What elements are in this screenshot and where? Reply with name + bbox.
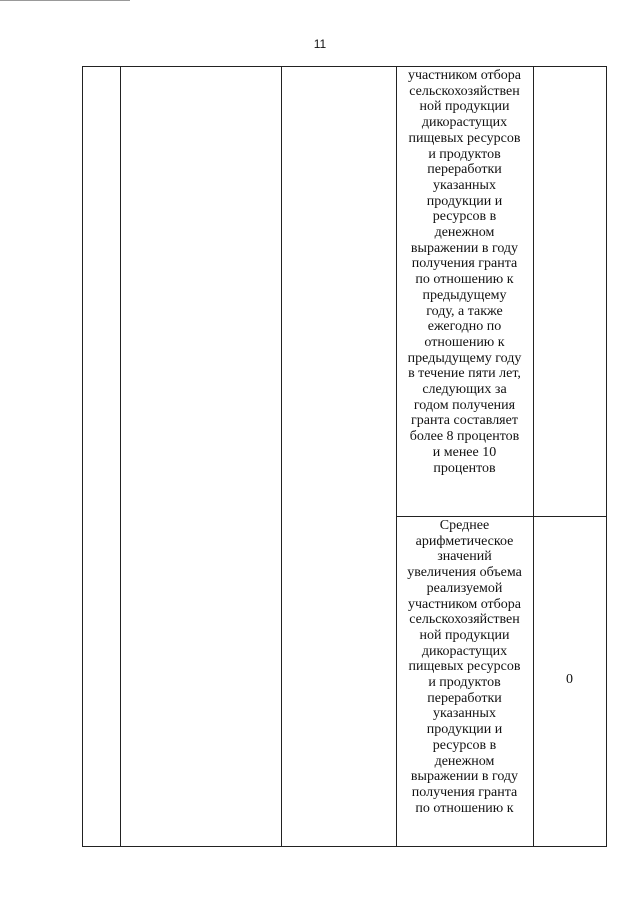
table-cell-criterion-row2 bbox=[396, 518, 533, 816]
criterion-text-line: Среднее bbox=[439, 518, 490, 533]
criterion-text-line: реализуемой bbox=[426, 580, 503, 596]
criterion-text-line: и продуктов bbox=[428, 146, 501, 162]
criterion-text-line: ресурсов в bbox=[432, 209, 497, 225]
criterion-text-line: году, а также bbox=[426, 303, 503, 319]
criterion-text-line: годом получения bbox=[413, 397, 516, 413]
criterion-text-line: предыдущему году bbox=[407, 350, 522, 366]
criterion-text-line: ной продукции bbox=[419, 627, 510, 643]
criterion-text-line: пищевых ресурсов bbox=[408, 659, 521, 675]
table-column-divider bbox=[533, 66, 534, 847]
criterion-text-line: процентов bbox=[433, 460, 496, 476]
criterion-text-line: денежном bbox=[434, 225, 495, 241]
criterion-text-line: значений bbox=[437, 549, 492, 565]
criterion-text-line: получения гранта bbox=[411, 784, 518, 800]
criterion-text-line: ной продукции bbox=[419, 99, 510, 115]
criterion-text-line: отношению к bbox=[424, 334, 505, 350]
table-row-divider bbox=[396, 516, 607, 517]
criterion-text-line: по отношению к bbox=[415, 800, 514, 816]
criterion-text-line: ресурсов в bbox=[432, 737, 497, 753]
table-left-border bbox=[82, 66, 83, 847]
criterion-text-line: и продуктов bbox=[428, 675, 501, 691]
criterion-text-line: в течение пяти лет, bbox=[408, 366, 521, 382]
criterion-text-line: арифметическое bbox=[415, 533, 514, 549]
criterion-text-line: продукции и bbox=[426, 722, 503, 738]
criterion-text-line: выражении в году bbox=[410, 769, 519, 785]
criterion-text-line: продукции и bbox=[426, 193, 503, 209]
criterion-text-line: переработки bbox=[427, 690, 502, 706]
criterion-text-line: участником отбора bbox=[407, 596, 522, 612]
criterion-text-line: выражении в году bbox=[410, 240, 519, 256]
criterion-text-line: и менее 10 bbox=[432, 444, 497, 460]
criterion-text-line: более 8 процентов bbox=[409, 429, 520, 445]
table-top-border bbox=[82, 66, 607, 67]
criterion-text-line: пищевых ресурсов bbox=[408, 130, 521, 146]
criterion-text-line: получения гранта bbox=[411, 256, 518, 272]
table-cell-criterion-row1 bbox=[396, 68, 533, 476]
table-right-border bbox=[606, 66, 607, 847]
criterion-text-line: указанных bbox=[433, 706, 496, 722]
criterion-text-line: переработки bbox=[427, 162, 502, 178]
table-column-divider bbox=[120, 66, 121, 847]
table-cell-score-row2: 0 bbox=[566, 672, 573, 687]
criterion-text-line: предыдущему bbox=[422, 287, 507, 303]
criterion-text-line: следующих за bbox=[422, 382, 507, 398]
criterion-text-line: сельскохозяйствен bbox=[409, 612, 520, 628]
criterion-text-line: сельскохозяйствен bbox=[409, 83, 520, 99]
page-number: 11 bbox=[313, 37, 327, 51]
table-column-divider bbox=[281, 66, 282, 847]
criterion-text-line: гранта составляет bbox=[411, 413, 518, 429]
criterion-text-line: участником отбора bbox=[407, 68, 522, 83]
criterion-text-line: денежном bbox=[434, 753, 495, 769]
table-bottom-border bbox=[82, 846, 607, 847]
criterion-text-line: ежегодно по bbox=[427, 319, 502, 335]
criterion-text-line: дикорастущих bbox=[421, 643, 508, 659]
criterion-text-line: указанных bbox=[433, 177, 496, 193]
criterion-text-line: дикорастущих bbox=[421, 115, 508, 131]
criterion-text-line: увеличения объема bbox=[407, 565, 522, 581]
criterion-text-line: по отношению к bbox=[415, 272, 514, 288]
